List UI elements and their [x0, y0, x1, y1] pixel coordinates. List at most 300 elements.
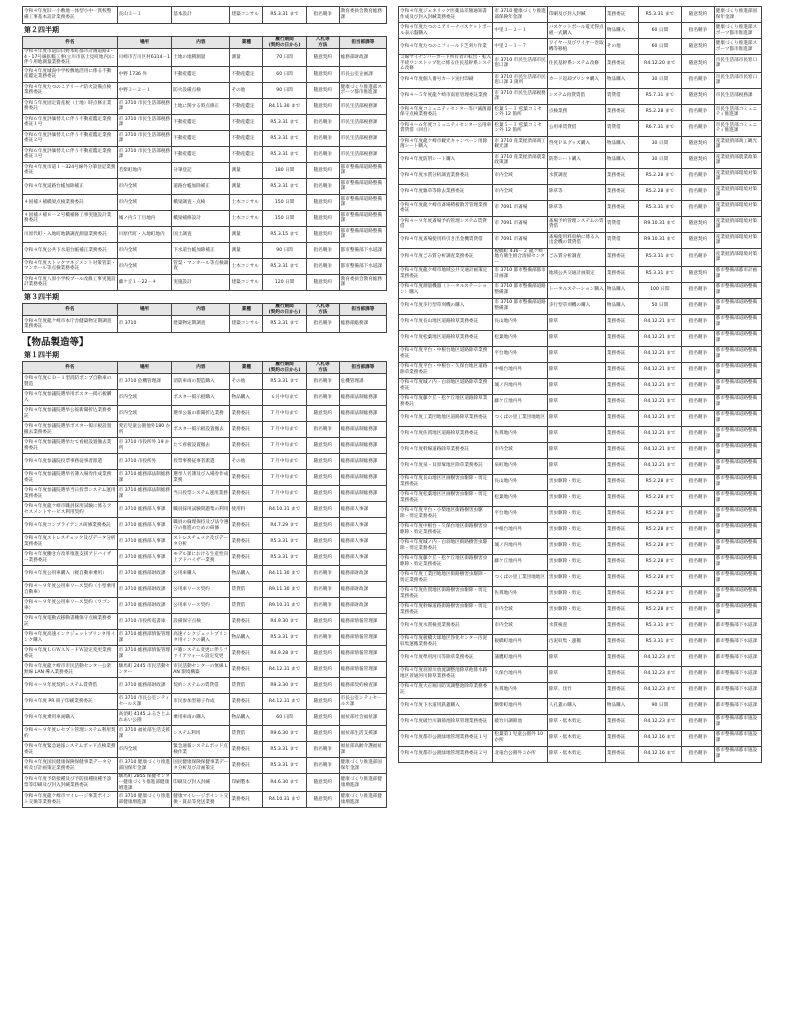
cell-category: 賃貸借: [605, 120, 638, 136]
cell-department: 都市整備部道路整備課: [714, 394, 761, 410]
cell-bid-method: 指名競争: [682, 458, 715, 474]
table-row: [23, 274, 387, 290]
header-item-name: 件名: [23, 362, 118, 374]
header-period: 履行期間 (契約の日から): [263, 362, 307, 374]
cell-location: 川原代町・入地町地内: [117, 226, 172, 242]
cell-content: 水質調査: [547, 168, 605, 184]
cell-period: R4.12.23 まで: [638, 666, 682, 682]
table-row: [399, 714, 762, 730]
cell-department: 総務部法制総務課: [339, 406, 386, 422]
cell-category: 業務委託: [605, 394, 638, 410]
cell-period: R5.3.31 まで: [263, 630, 307, 646]
cell-content: 人孔蓋の購入: [547, 698, 605, 714]
cell-location: 市 3710 健康づくり推進部健康増進課: [117, 792, 172, 808]
cell-department: 市民生活部市民窓口課: [714, 55, 761, 73]
cell-department: 総務部契約検査課: [339, 678, 386, 694]
cell-period: R5.3.31 まで: [263, 550, 307, 566]
cell-content: 不動産鑑定: [172, 114, 230, 130]
table-row: [399, 152, 762, 168]
cell-category: 賃貸借: [230, 726, 263, 742]
cell-bid-method: 指名競争: [306, 7, 339, 24]
cell-content: 橋梁補修設計: [172, 210, 230, 226]
cell-location: 市 3710 産業経済部農業政策課: [493, 152, 547, 168]
cell-period: R4.10.31 まで: [263, 502, 307, 518]
cell-period: R4.11.30 まで: [263, 98, 307, 114]
cell-location: 市内全域: [493, 618, 547, 634]
cell-location: 長山３－１: [117, 7, 172, 24]
cell-item-name: 令和４年度佐貫地区道路除草業務委託: [399, 426, 493, 442]
cell-location: 愛宕児童公園他外180 か所: [117, 422, 172, 438]
cell-bid-method: 指名競争: [682, 394, 715, 410]
cell-category: 物品購入: [605, 298, 638, 314]
cell-department: 総務部情報管理課: [339, 614, 386, 630]
cell-category: その他: [605, 39, 638, 55]
cell-location: 市内全域: [117, 178, 172, 194]
cell-category: その他: [230, 82, 263, 98]
table-row: [23, 226, 387, 242]
cell-location: 久保台地内外: [493, 666, 547, 682]
cell-content: 除草等: [547, 200, 605, 216]
cell-category: 業務委託: [605, 248, 638, 266]
table-row: [23, 550, 387, 566]
table-row: [23, 406, 387, 422]
table-row: [23, 630, 387, 646]
cell-department: 都市整備部道路整備課: [714, 442, 761, 458]
cell-content: 国土調査: [172, 226, 230, 242]
cell-content: 不動産鑑定: [172, 146, 230, 162]
cell-location: 市 3710 健康づくり推進部保険年金課: [493, 7, 547, 23]
cell-content: 除草: [547, 346, 605, 362]
cell-item-name: 令和４年度幹線道路除草業務委託: [399, 442, 493, 458]
cell-department: 総務部法制総務課: [339, 438, 386, 454]
header-bid-method: 入札等 方法: [306, 37, 339, 49]
cell-location: 平台地内外: [493, 506, 547, 522]
table-row: [23, 146, 387, 162]
table-row: [399, 168, 762, 184]
cell-item-name: 令和４年度幹線道路街路樹害虫駆除・剪定業務委託: [399, 602, 493, 618]
cell-item-name: 令和４年度高速インクジェットプリンタ用インク購入: [23, 630, 118, 646]
cell-location: 市 3710 都市整備部都市計画課: [493, 266, 547, 282]
table-row: [23, 694, 387, 710]
cell-period: R5.3.31 まで: [638, 248, 682, 266]
cell-bid-method: 指名競争: [682, 314, 715, 330]
header-period: 履行期間 (契約の日から): [263, 37, 307, 49]
cell-department: 危機管理課: [339, 374, 386, 390]
cell-location: 市 3710 都市整備部道路整備課: [493, 282, 547, 298]
cell-department: 総務部財政課: [339, 49, 386, 67]
cell-period: R5.2.28 まで: [638, 586, 682, 602]
cell-item-name: 令和４年度公共下水道台帳補正業務委託: [23, 242, 118, 258]
cell-content: 市民活動センターの無線 LAN 環境構築: [172, 662, 230, 678]
cell-content: 除草: [547, 650, 605, 666]
cell-location: 市 3710 市民生活部税務課: [117, 114, 172, 130]
cell-category: 賃貸借: [230, 678, 263, 694]
cell-department: 都市整備部下水道課: [339, 258, 386, 274]
cell-content: 害虫駆除・剪定: [547, 554, 605, 570]
cell-department: 総務部法制総務課: [339, 422, 386, 438]
left-column: [22, 6, 387, 808]
cell-bid-method: 随意契約: [306, 274, 339, 290]
cell-category: 業務委託: [230, 792, 263, 808]
cell-department: 総務部総務課: [339, 316, 386, 333]
cell-content: 戸籍システム変更に伴うファイアウォール設定変更: [172, 646, 230, 662]
cell-location: 市 3710 市民生活部市民窓口課 3 箇所: [493, 72, 547, 88]
cell-category: 業務委託: [605, 634, 638, 650]
cell-bid-method: 指名競争: [682, 698, 715, 714]
cell-period: R5.3.31 まで: [638, 618, 682, 634]
table-row: [23, 742, 387, 758]
cell-item-name: 令和４年度龍ケ崎市斎場積板散芳管理業務委託: [399, 200, 493, 216]
cell-item-name: 令和４年度電動式移動書棚保守点検業務委託: [23, 614, 118, 630]
cell-item-name: 令和４年度ストレスチェック及びデータ分析業務委託: [23, 534, 118, 550]
cell-department: 都市整備部道路整備課: [339, 194, 386, 210]
cell-location: 佐貫地内外: [493, 586, 547, 602]
cell-department: 市民生活部市民窓口課: [714, 72, 761, 88]
cell-content: 公用車賃貸借: [547, 120, 605, 136]
table-row: [399, 120, 762, 136]
cell-location: 市内全域: [117, 242, 172, 258]
cell-item-name: 令和４年度たつのこアリーナバスケットボール表示盤購入: [399, 23, 493, 39]
cell-location: 市 3710 総務部人事課: [117, 502, 172, 518]
cell-item-name: 令和４年度龍ケ崎市観光キャンペーン用除菌シート購入: [399, 136, 493, 152]
cell-category: 業務委託: [605, 666, 638, 682]
header-bid-method: 入札等 方法: [306, 303, 339, 315]
cell-item-name: 令和４年度参議院選挙たて看板設置撤去業務委託: [23, 438, 118, 454]
cell-category: 業務委託: [605, 410, 638, 426]
cell-bid-method: 指名競争: [682, 490, 715, 506]
table-row: [399, 72, 762, 88]
cell-content: 不動産鑑定: [172, 130, 230, 146]
cell-department: 都市整備部下水道課: [714, 666, 761, 682]
right-column: [398, 6, 762, 763]
cell-department: 健康づくり推進部健康増進課: [339, 792, 386, 808]
cell-bid-method: 随意契約: [682, 55, 715, 73]
cell-location: 市 3710 総務部人事課: [117, 518, 172, 534]
cell-category: 業務委託: [605, 490, 638, 506]
cell-location: 松葉５－１ 松葉コミセン外 12 箇所: [493, 104, 547, 120]
cell-category: 業務委託: [605, 184, 638, 200]
cell-location: 市内全域: [117, 742, 172, 758]
cell-period: R4.12.23 まで: [638, 714, 682, 730]
cell-content: 防火設備点検: [172, 82, 230, 98]
cell-period: R5.3.31 まで: [638, 7, 682, 23]
cell-period: 90 日間: [263, 82, 307, 98]
cell-period: 7 月中旬まで: [263, 406, 307, 422]
cell-item-name: 令和４年度参議院投票事務従事者派遣: [23, 454, 118, 470]
table-row: [23, 49, 387, 67]
cell-location: 市 3710 総務部人事課: [117, 550, 172, 566]
table-row: [399, 570, 762, 586]
cell-item-name: 令和４年度松葉地区道路除草業務委託: [399, 330, 493, 346]
cell-department: 都市整備部道路整備課: [714, 362, 761, 378]
cell-period: R4.12.31 まで: [263, 694, 307, 710]
cell-period: R4.12.21 まで: [638, 410, 682, 426]
cell-department: 都市整備部道路整備課: [339, 178, 386, 194]
cell-content: 除草、伐竹: [547, 682, 605, 698]
cell-bid-method: 指名競争: [682, 184, 715, 200]
cell-category: 測量: [230, 226, 263, 242]
cell-location: 泉町地内外: [493, 458, 547, 474]
cell-location: 市 3710 産業経済部商工観光課: [493, 136, 547, 152]
cell-location: 市 7091 市斎場: [493, 200, 547, 216]
cell-department: 市民生活部税務課: [339, 98, 386, 114]
cell-category: 業務委託: [605, 538, 638, 554]
cell-location: 板橋町 436－２ 龍ケ崎地方衛生組合清掃センター: [493, 248, 547, 266]
header-department: 担当部課等: [339, 362, 386, 374]
cell-category: 不動産鑑定: [230, 98, 263, 114]
cell-content: 除草: [547, 442, 605, 458]
cell-bid-method: 指名競争: [682, 120, 715, 136]
cell-content: 国民健康保険保健事業データ分析及び計画策定: [172, 758, 230, 774]
cell-location: 松葉５－１ 松葉コミセン外 12 箇所: [493, 120, 547, 136]
cell-bid-method: 随意契約: [306, 550, 339, 566]
cell-bid-method: 指名競争: [682, 538, 715, 554]
cell-bid-method: 指名競争: [682, 410, 715, 426]
cell-bid-method: 指名競争: [306, 178, 339, 194]
cell-department: 産業経済部商工観光課: [714, 136, 761, 152]
cell-content: 公用車リース契約: [172, 598, 230, 614]
cell-category: 測量: [230, 162, 263, 178]
cell-content: カード返却プリンタ購入: [547, 72, 605, 88]
cell-department: 都市整備部道路整備課: [714, 474, 761, 490]
table-row: [399, 458, 762, 474]
table-row: [23, 470, 387, 486]
cell-content: 選挙公報の新聞折込業務: [172, 406, 230, 422]
cell-period: R5.2.28 まで: [638, 104, 682, 120]
cell-item-name: 川原代町・入地町地籍調査測量業務委託: [23, 226, 118, 242]
cell-item-name: 令和４年度コミュニティセンター等戸滅菌器保守点検業務委託: [399, 104, 493, 120]
cell-content: 除草: [547, 394, 605, 410]
cell-category: 業務委託: [230, 614, 263, 630]
table-row: [23, 374, 387, 390]
table-row: [399, 314, 762, 330]
cell-content: 高速インクジェットプリンタ用インクの購入: [172, 630, 230, 646]
cell-category: 業務委託: [605, 442, 638, 458]
cell-item-name: 令和４年度働き方改革推進支援アドバイザー業務委託: [23, 550, 118, 566]
cell-bid-method: 随意契約: [306, 792, 339, 808]
cell-bid-method: 指名競争: [306, 114, 339, 130]
cell-department: 都市整備部道路整備課: [714, 554, 761, 570]
cell-department: 総務部財政課: [339, 598, 386, 614]
cell-content: システム再貸賃借: [547, 88, 605, 104]
cell-department: 産業経済部農業政策課: [714, 152, 761, 168]
section-q1-title: 第１四半期: [24, 351, 59, 360]
cell-content: 緊急通報システムポッド点検作業: [172, 742, 230, 758]
cell-content: ワイヤー及びワイヤー巻取機等移植: [547, 39, 605, 55]
cell-content: 公用車購入: [172, 566, 230, 582]
cell-item-name: 令和４年度工業団地地区街路樹害虫駆除・剪定業務委託: [399, 570, 493, 586]
table-q1: [22, 361, 387, 808]
cell-bid-method: 随意契約: [682, 232, 715, 248]
header-bid-method: 入札等 方法: [306, 362, 339, 374]
header-department: 担当部課等: [339, 303, 386, 315]
header-location: 場所: [117, 303, 172, 315]
cell-bid-method: 指名競争: [682, 104, 715, 120]
cell-bid-method: 指名競争: [306, 146, 339, 162]
cell-category: 業務委託: [605, 746, 638, 762]
cell-department: 市長公室企画課: [339, 66, 386, 82]
table-row: [23, 178, 387, 194]
table-row: [399, 426, 762, 442]
cell-content: 除草・低木剪定: [547, 730, 605, 746]
table-row: [399, 88, 762, 104]
cell-item-name: 令和４年度予防接種及び予防接種接種予診票等印刷及び封入封緘業務委託: [23, 774, 118, 792]
cell-period: R4.12.21 まで: [638, 458, 682, 474]
table-row: [23, 774, 387, 792]
cell-content: 点検業務: [547, 104, 605, 120]
cell-location: 馴柴町地内外: [493, 698, 547, 714]
table-row: [399, 730, 762, 746]
cell-location: 長山地内外: [493, 474, 547, 490]
cell-department: 福祉部高齢介護福祉課: [339, 742, 386, 758]
cell-location: 城ノ内地内外: [493, 538, 547, 554]
cell-period: R4.12.16 まで: [638, 730, 682, 746]
cell-content: 設備保守点検: [172, 614, 230, 630]
table-row: [23, 210, 387, 226]
cell-bid-method: 指名競争: [306, 566, 339, 582]
table-row: [399, 410, 762, 426]
cell-category: 業務委託: [230, 486, 263, 502]
cell-location: 市 3710 危機管理課: [117, 374, 172, 390]
cell-category: 業務委託: [605, 55, 638, 73]
cell-location: つくばの里工業団地地区: [493, 410, 547, 426]
cell-content: 除草: [547, 314, 605, 330]
cell-period: R4.10.31 まで: [263, 792, 307, 808]
cell-bid-method: 指名競争: [682, 362, 715, 378]
cell-content: 防帯シート購入: [547, 152, 605, 168]
cell-location: 川崎市吉川区村6314－1: [117, 49, 172, 67]
table-row: [23, 518, 387, 534]
cell-location: 市内全域: [117, 194, 172, 210]
cell-category: 業務委託: [605, 200, 638, 216]
cell-location: 藤ケ丘地内外: [493, 554, 547, 570]
cell-period: R5.3.31 まで: [263, 258, 307, 274]
table-row: [23, 454, 387, 470]
cell-bid-method: 随意契約: [306, 646, 339, 662]
header-content: 内容: [172, 303, 230, 315]
cell-department: 総務部情報管理課: [339, 662, 386, 678]
cell-location: 市 3710 都市整備部道路整備課: [493, 298, 547, 314]
cell-bid-method: 随意契約: [682, 7, 715, 23]
table-row: [399, 200, 762, 216]
cell-period: R4.12.23 まで: [638, 650, 682, 666]
cell-bid-method: 指名競争: [682, 602, 715, 618]
cell-location: 市 3710 福祉部生活支援課: [117, 726, 172, 742]
cell-item-name: 令和４年度国民健康保険保健事業データ分析及び計画策定業務委託: [23, 758, 118, 774]
cell-period: 90 日間: [263, 242, 307, 258]
cell-bid-method: 随意契約: [306, 49, 339, 67]
cell-content: 市民参加型冊子作成: [172, 694, 230, 710]
cell-content: 当日投票システム運用業務: [172, 486, 230, 502]
cell-bid-method: 指名競争: [682, 634, 715, 650]
cell-department: 市民生活部税務課: [714, 88, 761, 104]
cell-location: 中野 1736 外: [117, 66, 172, 82]
cell-department: 産業経済部環境対策課: [714, 200, 761, 216]
cell-content: 管渠・マンホール等点検調査: [172, 258, 230, 274]
cell-item-name: 令和４年度藤ケ丘・松ケ丘地区道路除草業務委託: [399, 394, 493, 410]
cell-bid-method: 随意契約: [306, 98, 339, 114]
table-row: [23, 438, 387, 454]
cell-item-name: 令和４～９年度斎場予約管理システム賃貸借: [399, 216, 493, 232]
cell-department: 総務部情報管理課: [339, 646, 386, 662]
cell-item-name: 令和４年度平台・中根台・久保台地区道路除草業務委託: [399, 362, 493, 378]
cell-period: R4.12.21 まで: [638, 442, 682, 458]
cell-category: 測量: [230, 242, 263, 258]
cell-category: 不動産鑑定: [230, 146, 263, 162]
cell-content: 除草・低木剪定: [547, 746, 605, 762]
cell-category: 業務委託: [605, 522, 638, 538]
cell-bid-method: 随意契約: [306, 66, 339, 82]
cell-bid-method: 指名競争: [682, 746, 715, 762]
cell-item-name: 令和４年度市道１－324号線外分筆登記業務委託: [23, 162, 118, 178]
cell-category: 物品購入: [605, 136, 638, 152]
cell-period: 50 日間: [638, 298, 682, 314]
cell-item-name: 令和４年度たつのこアリーナ防火設備点検業務委託: [23, 82, 118, 98]
table-row: [23, 534, 387, 550]
cell-department: 都市整備部道路整備課: [714, 282, 761, 298]
cell-item-name: 令和４年度平台・小柴地区街路樹害虫駆除・剪定業務委託: [399, 506, 493, 522]
cell-category: 業務委託: [605, 474, 638, 490]
cell-category: 業務委託: [605, 168, 638, 184]
cell-category: 業務委託: [605, 378, 638, 394]
table-q2: [22, 36, 387, 291]
cell-bid-method: 指名競争: [682, 426, 715, 442]
cell-period: R4.9.28 まで: [263, 646, 307, 662]
cell-item-name: 令和４年度ＬＧＷＡＮ－ＦＷ設定変更業務委託: [23, 646, 118, 662]
cell-content: 害虫駆除・剪定: [547, 490, 605, 506]
cell-category: 業務委託: [605, 554, 638, 570]
cell-item-name: 令和４年度参議院選挙ポスター掲示板設置撤去業務委託: [23, 422, 118, 438]
table-row: [23, 646, 387, 662]
cell-period: R5.2.28 まで: [638, 522, 682, 538]
cell-location: 破竹川調節池: [493, 714, 547, 730]
table-row: [23, 316, 387, 333]
cell-bid-method: 随意契約: [306, 534, 339, 550]
table-row: [399, 474, 762, 490]
cell-category: 賃貸借: [605, 88, 638, 104]
cell-item-name: 令和４年度水質検査業務委託: [399, 618, 493, 634]
cell-item-name: 令和４年度泉・貝原塚地区除草業務委託: [399, 458, 493, 474]
cell-department: 教育委員会教育総務課: [339, 274, 386, 290]
cell-location: 城ノ内地内外: [493, 378, 547, 394]
cell-item-name: 令和４年度市道旧日野本町都市計画道路3・4・17号線拡幅工事(立川市富士見町地内)に伴う用地測量業務委託: [23, 49, 118, 67]
cell-department: 都市整備部道路整備課: [714, 570, 761, 586]
cell-bid-method: 指名競争: [306, 582, 339, 598]
cell-period: R5.2.28 まで: [638, 602, 682, 618]
cell-period: R5.3.31 まで: [263, 534, 307, 550]
cell-content: 乗用車両の購入: [172, 710, 230, 726]
cell-category: 不動産鑑定: [230, 114, 263, 130]
cell-category: 業務委託: [230, 470, 263, 486]
cell-category: 物品購入: [605, 282, 638, 298]
cell-content: 選挙人名簿及び入場券作成業務: [172, 470, 230, 486]
cell-bid-method: 随意契約: [306, 726, 339, 742]
cell-item-name: 令和４年度藤ケ丘・松ケ丘地区街路樹害虫駆除・剪定業務委託: [399, 554, 493, 570]
cell-item-name: 令和４年度龍ケ崎市マイレージ事業ポイント交換等業務委託: [23, 792, 118, 808]
cell-period: 150 日間: [263, 210, 307, 226]
table-top: [22, 6, 387, 24]
cell-location: 市 3710: [117, 316, 172, 333]
cell-content: 除草: [547, 378, 605, 394]
cell-item-name: 令和６年度評価替えに伴う不動産鑑定業務委託２号: [23, 130, 118, 146]
table-header-row: [23, 362, 387, 374]
cell-item-name: 令和４年度都市公園緑地管理業務委託１号: [399, 730, 493, 746]
cell-content: 斎場予約管理システムの賃貸借: [547, 216, 605, 232]
cell-content: トータルステーション購入: [547, 282, 605, 298]
cell-period: 70 日間: [263, 49, 307, 67]
cell-bid-method: 随意契約: [306, 486, 339, 502]
table-row: [399, 282, 762, 298]
